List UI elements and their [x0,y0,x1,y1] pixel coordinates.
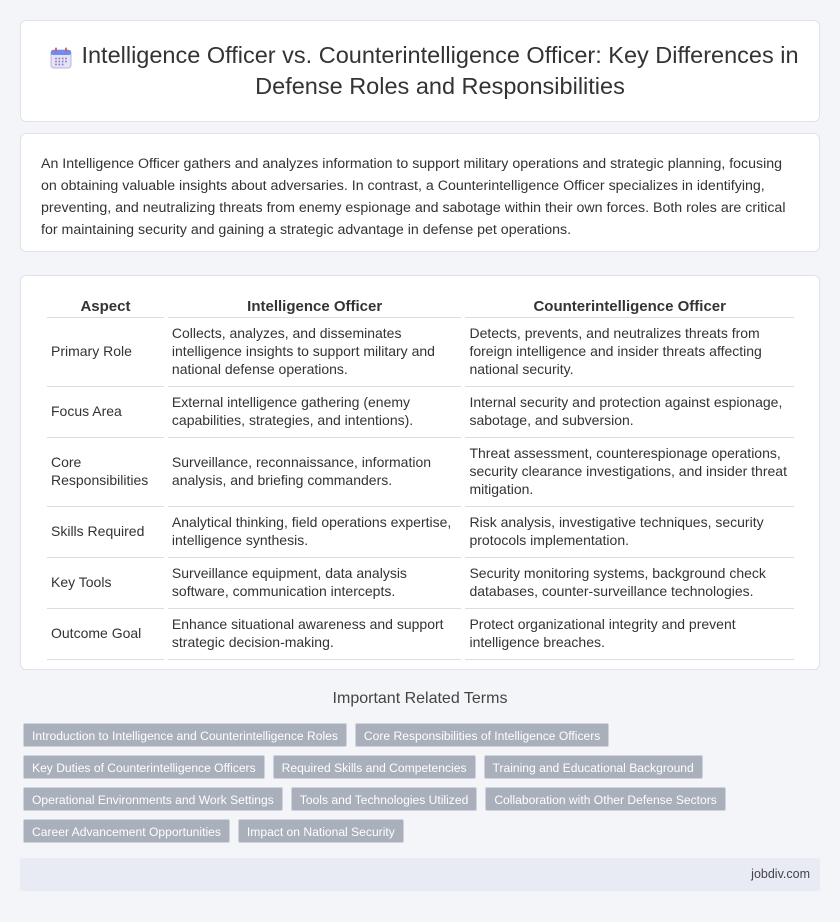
related-term-tag[interactable]: Tools and Technologies Utilized [291,787,478,811]
comparison-card [20,275,820,670]
related-term-tag[interactable]: Required Skills and Competencies [273,755,476,779]
intro-card [20,133,820,252]
cell-counterintelligence: Threat assessment, counterespionage operations, security clearance investigations, and insider threat mitigation. [465,438,794,507]
cell-intelligence: Surveillance, reconnaissance, information analysis, and briefing commanders. [168,438,462,507]
related-terms-list [23,723,813,843]
related-terms-heading: Important Related Terms [332,690,508,707]
table-row [47,609,794,660]
header-counterintelligence-officer: Counterintelligence Officer [465,292,794,318]
table-row [47,507,794,558]
related-term-tag[interactable]: Collaboration with Other Defense Sectors [485,787,726,811]
related-term-tag[interactable]: Career Advancement Opportunities [23,819,230,843]
related-term-tag[interactable]: Impact on National Security [238,819,404,843]
cell-intelligence: Surveillance equipment, data analysis software, communication intercepts. [168,558,462,609]
calendar-icon [49,46,73,70]
cell-intelligence: External intelligence gathering (enemy capabilities, strategies, and intentions). [168,387,462,438]
table-header-row [47,292,794,318]
footer [20,858,820,891]
title-card [20,20,820,122]
cell-aspect: Skills Required [47,507,164,558]
related-term-tag[interactable]: Key Duties of Counterintelligence Officers [23,755,265,779]
cell-counterintelligence: Risk analysis, investigative techniques, security protocols implementation. [465,507,794,558]
cell-aspect: Focus Area [47,387,164,438]
table-row [47,387,794,438]
table-row [47,438,794,507]
intro-paragraph: An Intelligence Officer gathers and analyzes information to support military operations and strategic planning, focusing on obtaining valuable insights about adversaries. In contrast, a Counterintelligence Officer specializes in identifying, preventing, and neutralizing threats from enemy espionage and sabotage within their own forces. Both roles are critical for maintaining security and gaining a strategic advantage in defense pet operations. [41,156,786,238]
cell-aspect: Core Responsibilities [47,438,164,507]
related-term-tag[interactable]: Introduction to Intelligence and Counterintelligence Roles [23,723,347,747]
cell-aspect: Key Tools [47,558,164,609]
table-row [47,558,794,609]
page-title: Intelligence Officer vs. Counterintelligence Officer: Key Differences in Defense Roles and Responsibilities [81,42,799,99]
cell-intelligence: Collects, analyzes, and disseminates intelligence insights to support military and national defense operations. [168,318,462,387]
footer-site-link[interactable]: jobdiv.com [751,867,810,881]
header-intelligence-officer: Intelligence Officer [168,292,462,318]
header-aspect: Aspect [47,292,164,318]
cell-counterintelligence: Security monitoring systems, background check databases, counter-surveillance technologies. [465,558,794,609]
related-term-tag[interactable]: Operational Environments and Work Settings [23,787,283,811]
cell-aspect: Primary Role [47,318,164,387]
comparison-table [43,292,798,660]
cell-intelligence: Analytical thinking, field operations expertise, intelligence synthesis. [168,507,462,558]
related-term-tag[interactable]: Training and Educational Background [484,755,703,779]
related-term-tag[interactable]: Core Responsibilities of Intelligence Officers [355,723,609,747]
cell-intelligence: Enhance situational awareness and support strategic decision-making. [168,609,462,660]
cell-aspect: Outcome Goal [47,609,164,660]
table-row [47,318,794,387]
cell-counterintelligence: Detects, prevents, and neutralizes threats from foreign intelligence and insider threats affecting national security. [465,318,794,387]
cell-counterintelligence: Internal security and protection against espionage, sabotage, and subversion. [465,387,794,438]
cell-counterintelligence: Protect organizational integrity and prevent intelligence breaches. [465,609,794,660]
